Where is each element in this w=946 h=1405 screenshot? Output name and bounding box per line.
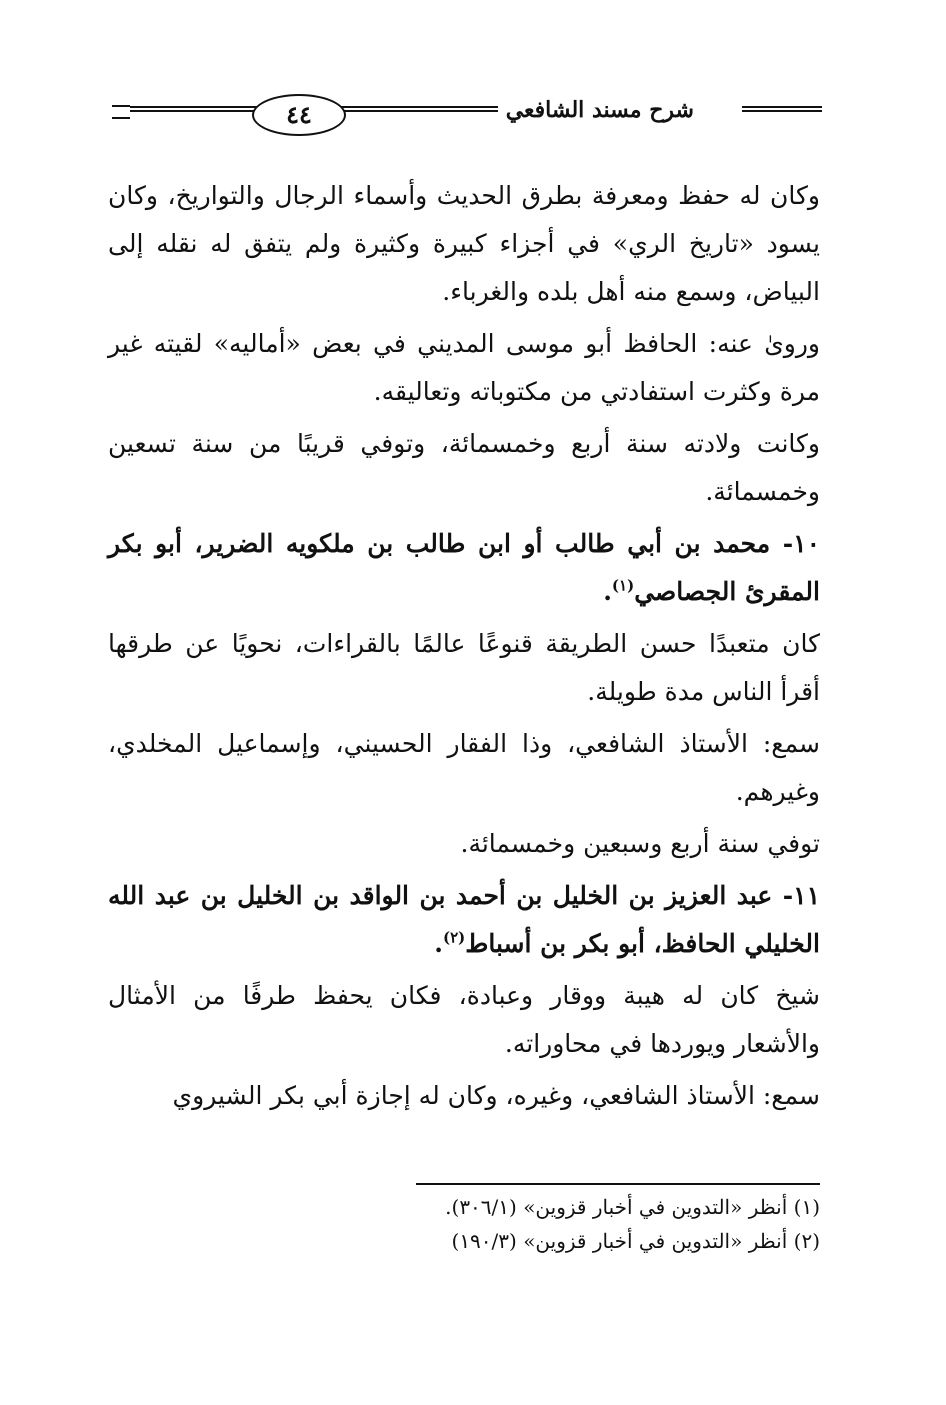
paragraph: سمع: الأستاذ الشافعي، وذا الفقار الحسيني، وإسماعيل المخلدي، وغيرهم. xyxy=(108,729,820,806)
entry-heading xyxy=(108,520,820,616)
paragraph: كان متعبدًا حسن الطريقة قنوعًا عالمًا بالقراءات، نحويًا عن طرقها أقرأ الناس مدة طويلة. xyxy=(108,629,820,706)
paragraph: توفي سنة أربع وسبعين وخمسمائة. xyxy=(460,829,820,858)
footnote-marker: (١) xyxy=(611,576,635,595)
header-end-mark xyxy=(112,105,130,119)
paragraph: شيخ كان له هيبة ووقار وعبادة، فكان يحفظ طرفًا من الأمثال والأشعار ويوردها في محاوراته. xyxy=(108,981,820,1058)
paragraph: سمع: الأستاذ الشافعي، وغيره، وكان له إجازة أبي بكر الشيروي xyxy=(172,1081,820,1110)
footnote-marker: (٢) xyxy=(442,928,466,947)
header-rule-right xyxy=(742,106,822,112)
footnotes xyxy=(108,1190,820,1258)
running-title: شرح مسند الشافعي xyxy=(498,92,702,128)
footnote-separator xyxy=(416,1183,820,1185)
entry-heading-end: . xyxy=(603,577,612,606)
entry-heading-text: ١١- عبد العزيز بن الخليل بن أحمد بن الواقد بن الخليل بن عبد الله الخليلي الحافظ، أبو بكر بن أسباط xyxy=(108,881,820,958)
page-header xyxy=(112,92,822,142)
paragraph: وكانت ولادته سنة أربع وخمسمائة، وتوفي قريبًا من سنة تسعين وخمسمائة. xyxy=(108,429,820,506)
footnote: (٢) أنظر «التدوين في أخبار قزوين» (١٩٠/٣) xyxy=(451,1229,820,1253)
paragraph: وروىٰ عنه: الحافظ أبو موسى المديني في بعض «أماليه» لقيته غير مرة وكثرت استفادتي من مكتوباته وتعاليقه. xyxy=(108,329,820,406)
entry-heading-text: ١٠- محمد بن أبي طالب أو ابن طالب بن ملكويه الضرير، أبو بكر المقرئ الجصاصي xyxy=(108,529,820,606)
page-number: ٤٤ xyxy=(252,94,346,136)
page-body xyxy=(108,172,820,1124)
footnote: (١) أنظر «التدوين في أخبار قزوين» (٣٠٦/١). xyxy=(445,1195,820,1219)
entry-heading xyxy=(108,872,820,968)
paragraph: وكان له حفظ ومعرفة بطرق الحديث وأسماء الرجال والتواريخ، وكان يسود «تاريخ الري» في أجزاء كبيرة وكثيرة ولم يتفق له نقله إلى البياض، وسمع منه أهل بلده والغرباء. xyxy=(108,181,820,306)
entry-heading-end: . xyxy=(434,929,443,958)
